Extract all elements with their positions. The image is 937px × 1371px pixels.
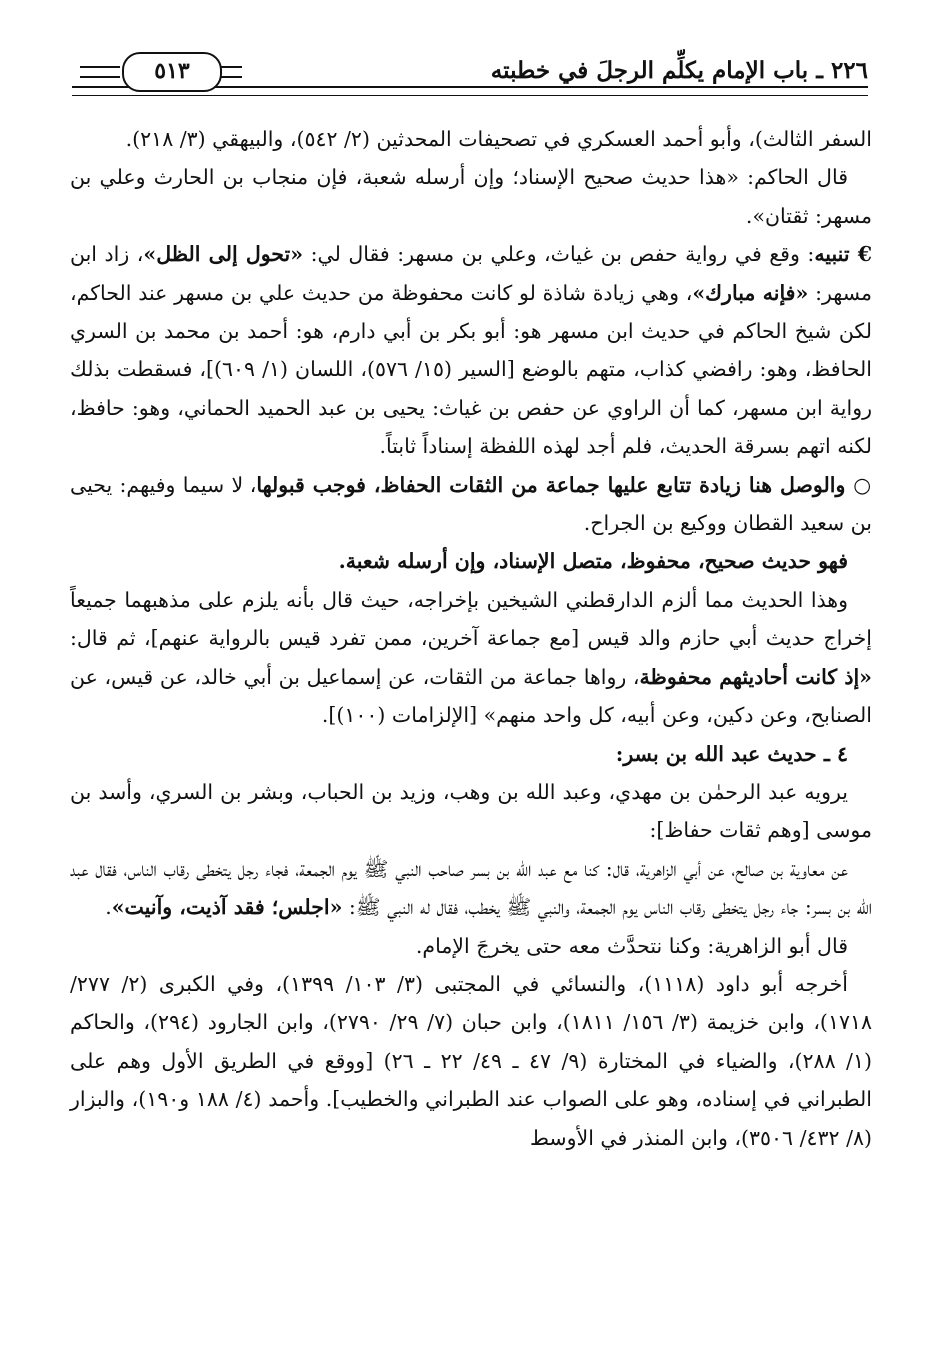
paragraph-p3 xyxy=(70,235,872,465)
paragraph-p5 xyxy=(70,542,872,580)
ornament-left xyxy=(80,66,120,78)
paragraph-p10 xyxy=(70,927,872,965)
text-run: عن معاوية بن صالح، عن أبي الزاهرية، قال: كنا مع عبد الله بن بسر صاحب النبي ﷺ يوم الجمعة، فجاء رجل يتخطى رقاب الناس، فقال عبد الله بن بسر: جاء رجل يتخطى رقاب الناس يوم الجمعة، والنبي ﷺ يخطب، فقال له النبي ﷺ: xyxy=(70,856,872,920)
bold-run: «إذ كانت أحاديثهم محفوظة xyxy=(639,664,872,689)
text-run: السفر الثالث)، وأبو أحمد العسكري في تصحيفات المحدثين (٢/ ٥٤٢)، والبيهقي (٣/ ٢١٨). xyxy=(125,127,872,151)
paragraph-p6 xyxy=(70,581,872,735)
paragraph-p7 xyxy=(70,735,872,773)
bold-run: ٤ ـ حديث عبد الله بن بسر: xyxy=(615,741,848,766)
paragraph-p1 xyxy=(70,120,872,158)
paragraph-p2 xyxy=(70,158,872,235)
text-run: قال أبو الزاهرية: وكنا نتحدَّث معه حتى يخرجَ الإمام. xyxy=(415,933,848,958)
text-run: يرويه عبد الرحمٰن بن مهدي، وعبد الله بن وهب، وزيد بن الحباب، وبشر بن السري، وأسد بن موسى [وهم ثقات حفاظ]: xyxy=(70,779,872,843)
text-run: ، لا سيما وفيهم: يحيى بن سعيد القطان ووكيع بن الجراح. xyxy=(70,472,872,536)
ornament-right xyxy=(220,66,242,78)
text-run: ، وهي زيادة شاذة لو كانت محفوظة من حديث علي بن مسهر عند الحاكم، لكن شيخ الحاكم في حديث ابن مسهر هو: أبو بكر بن أبي دارم، هو: أحمد بن محمد بن السري الحافظ، وهو: رافضي كذاب، متهم بالوضع [السير (١٥/ ٥٧٦)، اللسان (١/ ٦٠٩)]، فسقطت بذلك رواية ابن مسهر، كما أن الراوي عن حفص بن غياث: يحيى بن عبد الحميد الحماني، وهو: حافظ، لكنه اتهم بسرقة الحديث، فلم أجد لهذه اللفظة إسناداً ثابتاً. xyxy=(70,280,872,459)
bold-run: «تحول إلى الظل» xyxy=(143,242,304,267)
bold-run: ○ والوصل هنا زيادة تتابع عليها جماعة من الثقات الحفاظ، فوجب قبولها xyxy=(256,472,872,497)
text-run: : وقع في رواية حفص بن غياث، وعلي بن مسهر: فقال لي: xyxy=(303,242,815,267)
bold-run: «اجلس؛ فقد آذيت، وآنيت» xyxy=(111,895,343,920)
text-run: أخرجه أبو داود (١١١٨)، والنسائي في المجتبى (٣/ ١٠٣/ ١٣٩٩)، وفي الكبرى (٢/ ٢٧٧/ ١٧١٨)، وابن خزيمة (٣/ ١٥٦/ ١٨١١)، وابن حبان (٧/ ٢٩/ ٢٧٩٠)، وابن الجارود (٢٩٤)، والحاكم (١/ ٢٨٨)، والضياء في المختارة (٩/ ٤٧ ـ ٤٩/ ٢٢ ـ ٢٦) [ووقع في الطريق الأول وهم على الطبراني في إسناده، وهو على الصواب عند الطبراني والخطيب]. وأحمد (٤/ ١٨٨ و١٩٠)، والبزار (٨/ ٤٣٢/ ٣٥٠٦)، وابن المنذر في الأوسط xyxy=(70,971,872,1150)
chapter-title: ٢٢٦ ـ باب الإمام يكلِّم الرجلَ في خطبته xyxy=(490,57,868,84)
text-run: ، رواها جماعة من الثقات، عن إسماعيل بن أبي خالد، عن قيس، عن الصنابح، وعن دكين، وعن أبيه، كل واحد منهم» [الإلزامات (١٠٠)]. xyxy=(70,664,872,728)
text-run: . xyxy=(105,895,112,920)
paragraph-p4 xyxy=(70,466,872,543)
paragraph-p11 xyxy=(70,965,872,1157)
text-run: ، زاد ابن مسهر: xyxy=(70,242,873,305)
text-run: وهذا الحديث مما ألزم الدارقطني الشيخين بإخراجه، حيث قال بأنه يلزم على مذهبهما جميعاً إخراج حديث أبي حازم والد قيس [مع جماعة آخرين، ممن تفرد قيس بالرواية عنهم]، ثم قال: xyxy=(70,587,872,651)
bold-run: «فإنه مبارك» xyxy=(692,280,809,305)
running-header xyxy=(72,50,868,96)
paragraph-p8 xyxy=(70,773,872,850)
text-run: قال الحاكم: «هذا حديث صحيح الإسناد؛ وإن أرسله شعبة، فإن منجاب بن الحارث وعلي بن مسهر: ثقتان». xyxy=(70,165,872,228)
bold-run: € تنبيه xyxy=(814,242,872,267)
bold-run: فهو حديث صحيح، محفوظ، متصل الإسناد، وإن أرسله شعبة. xyxy=(338,549,848,574)
paragraph-p9 xyxy=(70,850,872,927)
page-number: ٥١٣ xyxy=(122,52,222,92)
body-text xyxy=(70,120,872,1157)
